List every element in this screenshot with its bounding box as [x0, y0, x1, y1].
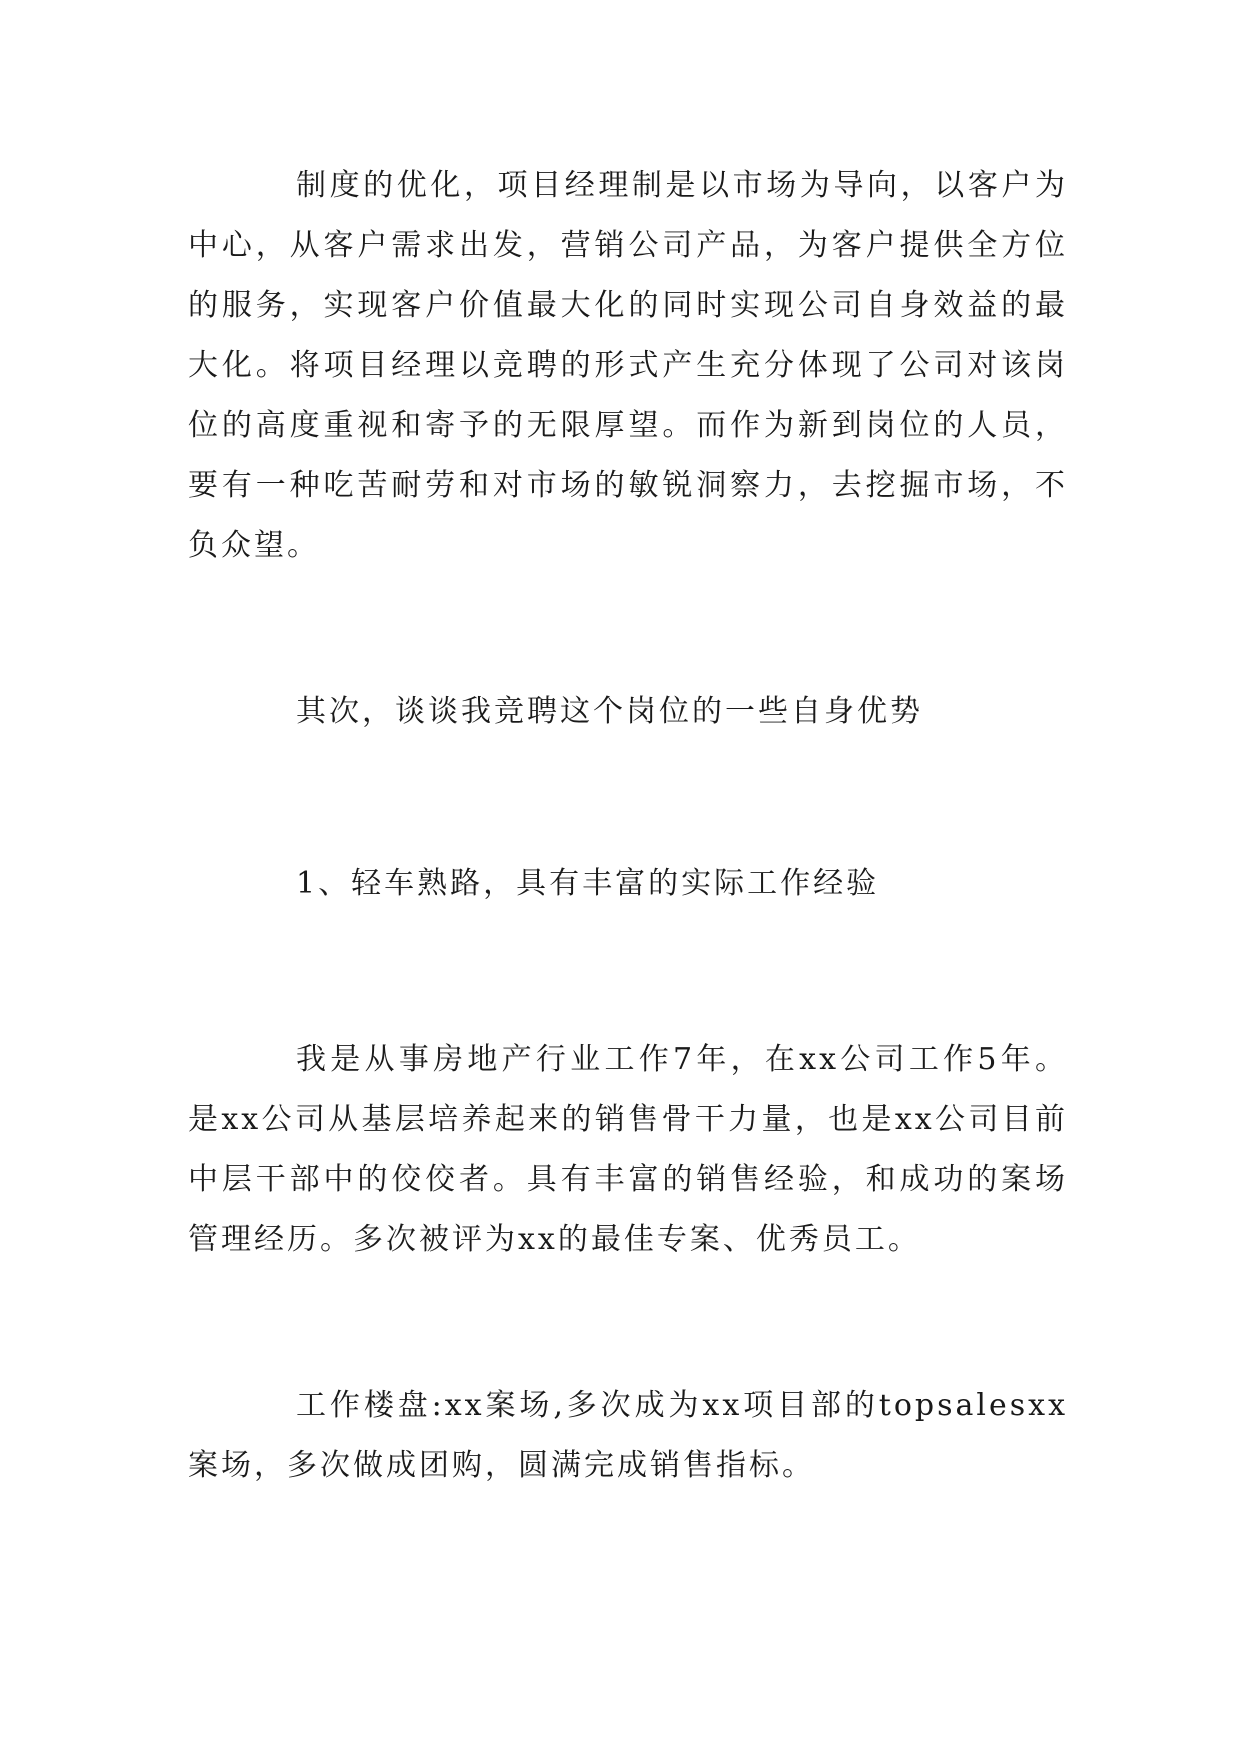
section-heading-advantages: 其次，谈谈我竞聘这个岗位的一些自身优势 — [296, 694, 923, 729]
paragraph-work-history: 我是从事房地产行业工作7年，在xx公司工作5年。是xx公司从基层培养起来的销售骨干力量，也是xx公司目前中层干部中的佼佼者。具有丰富的销售经验，和成功的案场管理经历。多次被评为xx的最佳专案、优秀员工。 — [188, 1042, 1068, 1257]
subheading-experience: 1、轻车熟路，具有丰富的实际工作经验 — [296, 866, 880, 901]
paragraph-project-manager-system: 制度的优化，项目经理制是以市场为导向，以客户为中心，从客户需求出发，营销公司产品，为客户提供全方位的服务，实现客户价值最大化的同时实现公司自身效益的最大化。将项目经理以竞聘的形式产生充分体现了公司对该岗位的高度重视和寄予的无限厚望。而作为新到岗位的人员，要有一种吃苦耐劳和对市场的敏锐洞察力，去挖掘市场，不负众望。 — [188, 168, 1068, 563]
paragraph-projects: 工作楼盘:xx案场,多次成为xx项目部的topsalesxx案场，多次做成团购，圆满完成销售指标。 — [188, 1388, 1068, 1483]
